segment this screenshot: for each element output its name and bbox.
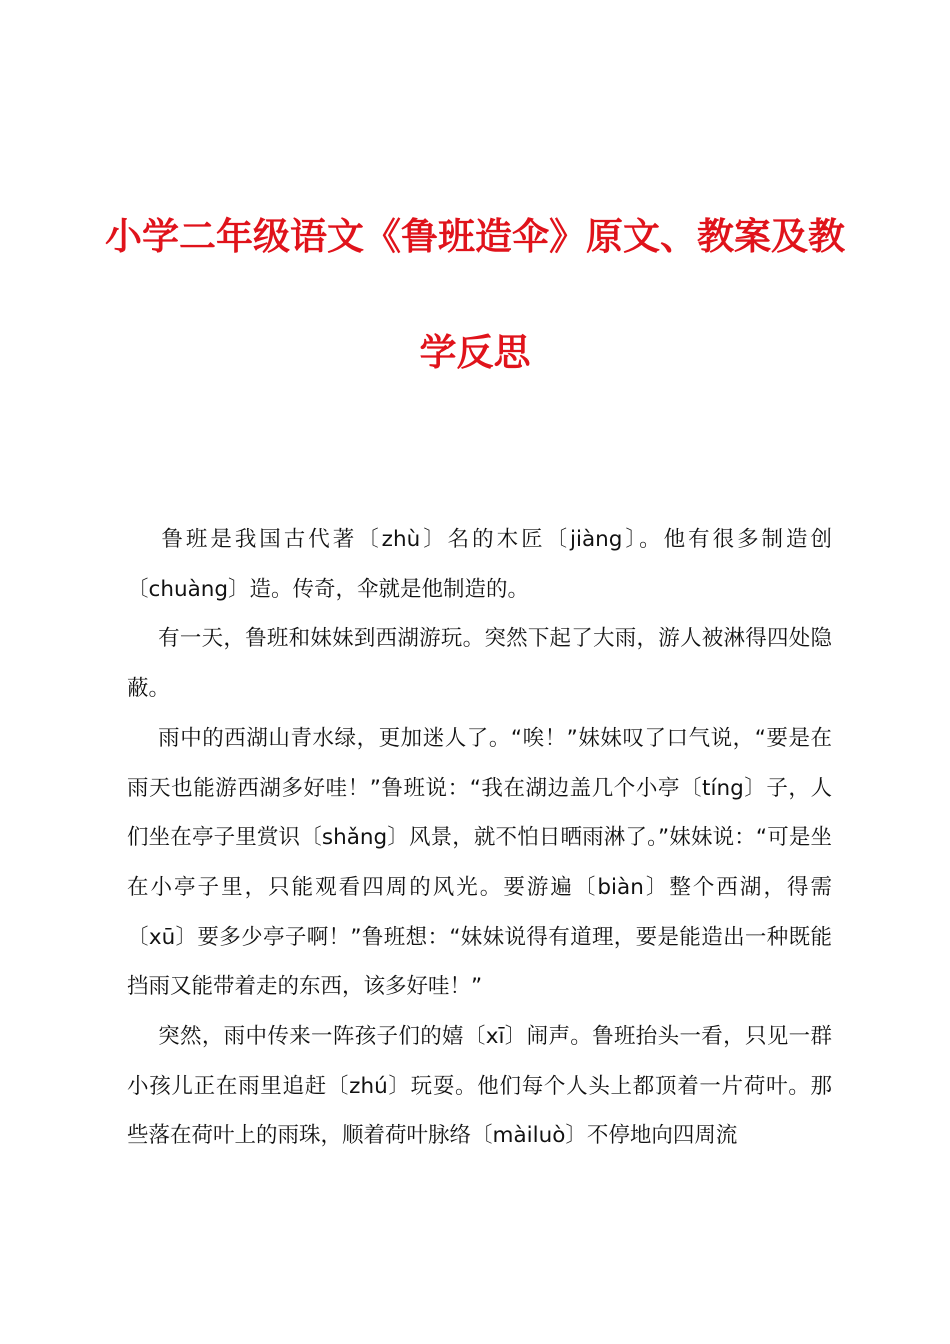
paragraph: 有一天，鲁班和妹妹到西湖游玩。突然下起了大雨，游人被淋得四处隐蔽。 bbox=[127, 626, 832, 702]
paragraph: 雨中的西湖山青水绿，更加迷人了。“唉！”妹妹叹了口气说，“要是在雨天也能游西湖多好哇！”鲁班说：“我在湖边盖几个小亭〔tíng〕子，人们坐在亭子里赏识〔shǎng〕风景，就不怕日晒雨淋了。”妹妹说：“可是坐在小亭子里，只能观看四周的风光。要游遍〔biàn〕整个西湖，得需〔xū〕要多少亭子啊！”鲁班想：“妹妹说得有道理，要是能造出一种既能挡雨又能带着走的东西，该多好哇！” bbox=[127, 725, 832, 1000]
paragraph: 鲁班是我国古代著〔zhù〕名的木匠〔jiàng〕。他有很多制造创〔chuàng〕造。传奇，伞就是他制造的。 bbox=[127, 527, 832, 602]
paragraph: 突然，雨中传来一阵孩子们的嬉〔xī〕闹声。鲁班抬头一看，只见一群小孩儿正在雨里追赶〔zhú〕玩耍。他们每个人头上都顶着一片荷叶。那些落在荷叶上的雨珠，顺着荷叶脉络〔màiluò〕不停地向四周流 bbox=[127, 1024, 832, 1149]
document-title-line-2: 学反思 bbox=[419, 330, 531, 374]
document-title-line-1: 小学二年级语文《鲁班造伞》原文、教案及教 bbox=[105, 214, 845, 258]
document-body bbox=[127, 515, 832, 1161]
